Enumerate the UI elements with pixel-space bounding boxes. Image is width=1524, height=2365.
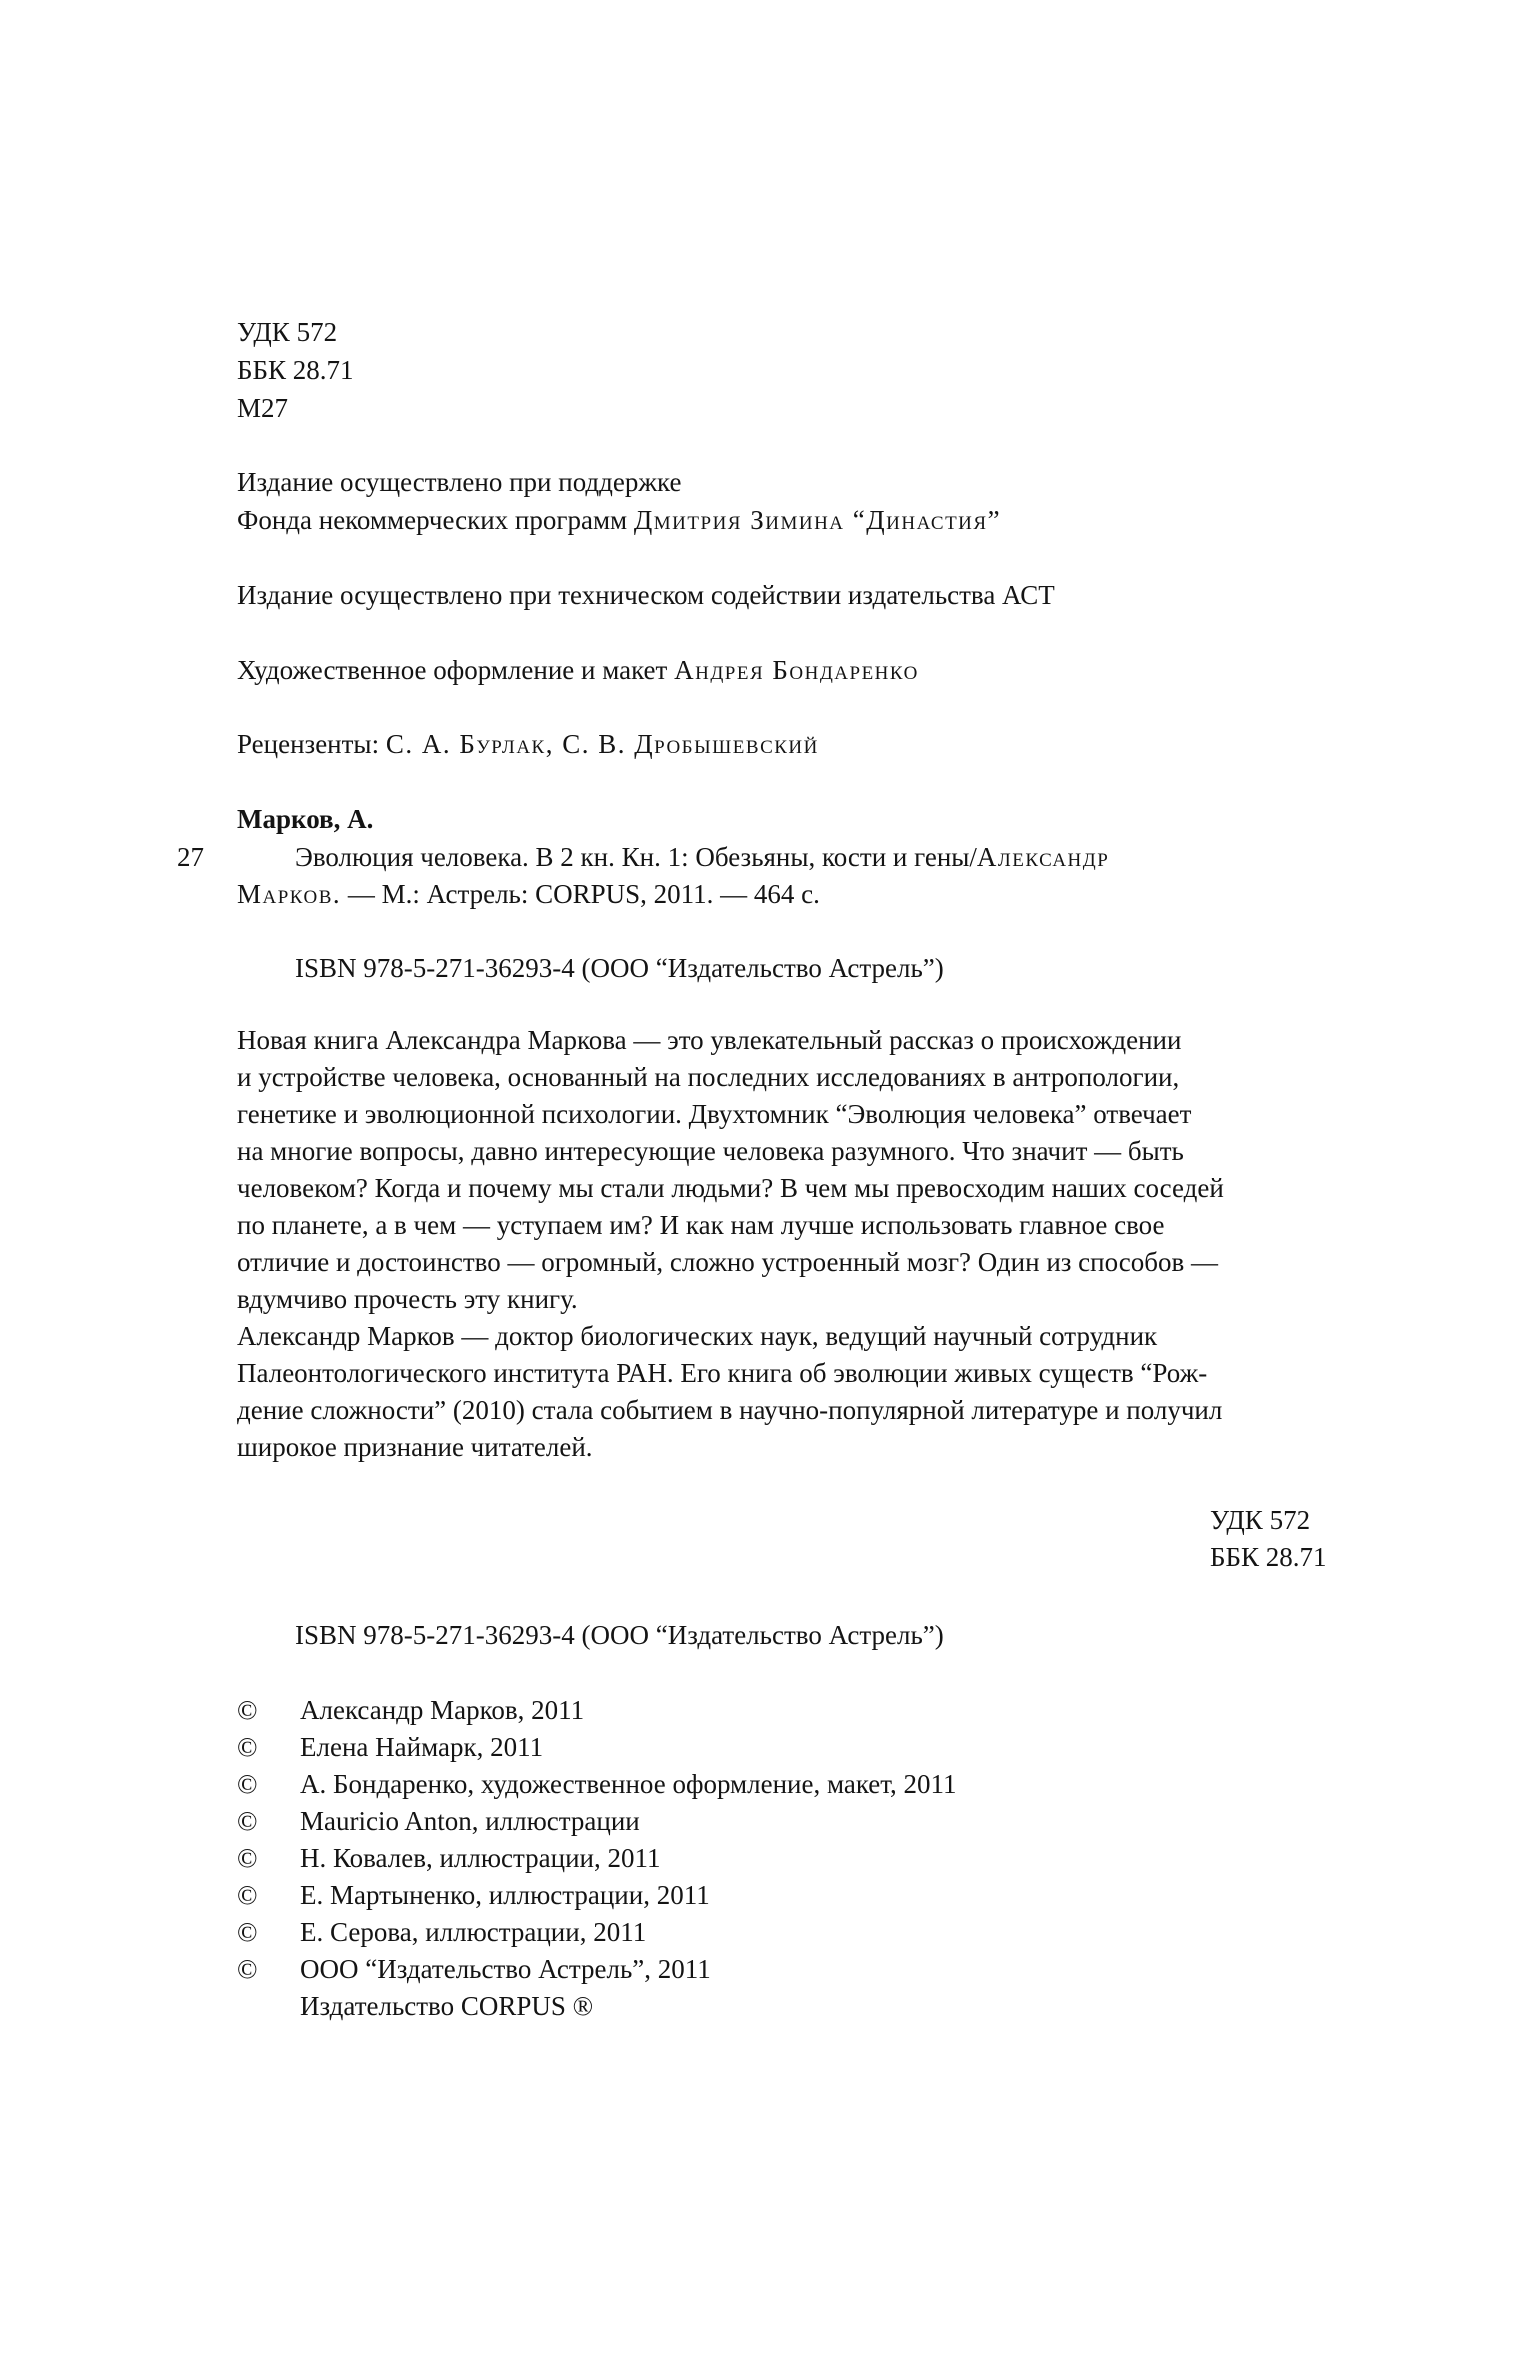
design-credit-text: Художественное оформление и макет — [237, 655, 668, 685]
copyright-row — [237, 1766, 957, 1803]
annotation-line: человеком? Когда и почему мы стали людьми? В чем мы превосходим наших соседей — [237, 1173, 1224, 1203]
designer-name: Андрея Бондаренко — [674, 655, 919, 685]
copyright-symbol: © — [237, 1843, 258, 1873]
copyright-list — [237, 1692, 957, 2025]
copyright-text: Е. Серова, иллюстрации, 2011 — [300, 1917, 647, 1947]
bib-author-first: Александр — [976, 842, 1110, 872]
udk-code: УДК 572 — [237, 317, 338, 347]
annotation-line: по планете, а в чем — уступаем им? И как нам лучше использовать главное свое — [237, 1210, 1165, 1240]
publisher-imprint: Издательство CORPUS ® — [300, 1991, 594, 2021]
copyright-symbol: © — [237, 1880, 258, 1910]
copyright-text: Е. Мартыненко, иллюстрации, 2011 — [300, 1880, 710, 1910]
bib-author-last: Марков. — [237, 879, 342, 909]
annotation-line: вдумчиво прочесть эту книгу. — [237, 1284, 578, 1314]
support-line-1: Издание осуществлено при поддержке — [237, 467, 682, 497]
reviewers-line — [237, 726, 819, 762]
copyright-row — [237, 1877, 957, 1914]
copyright-row — [237, 1803, 957, 1840]
technical-support-line: Издание осуществлено при техническом содействии издательства АСТ — [237, 580, 1055, 610]
design-credit-line — [237, 652, 919, 688]
annotation — [237, 1022, 1337, 1466]
bib-publication-info: — М.: Астрель: CORPUS, 2011. — 464 с. — [347, 879, 820, 909]
copyright-symbol: © — [237, 1954, 258, 1984]
bib-line-2 — [237, 876, 820, 912]
bib-title-text: Эволюция человека. В 2 кн. Кн. 1: Обезьяны, кости и гены/ — [295, 842, 977, 872]
bbk-code-right: ББК 28.71 — [1210, 1542, 1327, 1572]
annotation-line: и устройстве человека, основанный на последних исследованиях в антропологии, — [237, 1062, 1180, 1092]
annotation-line: Новая книга Александра Маркова — это увлекательный рассказ о происхождении — [237, 1025, 1182, 1055]
copyright-text: А. Бондаренко, художественное оформление, макет, 2011 — [300, 1769, 957, 1799]
copyright-symbol: © — [237, 1732, 258, 1762]
support-fund-text: Фонда некоммерческих программ — [237, 505, 628, 535]
copyright-text: Mauricio Anton, иллюстрации — [300, 1806, 640, 1836]
copyright-symbol: © — [237, 1769, 258, 1799]
copyright-text: Елена Наймарк, 2011 — [300, 1732, 544, 1762]
copyright-row — [237, 1914, 957, 1951]
isbn-bottom: ISBN 978-5-271-36293-4 (ООО “Издательство Астрель”) — [295, 1620, 944, 1650]
bib-line-1 — [295, 839, 1109, 875]
support-line-2 — [237, 502, 1001, 538]
copyright-row — [237, 1840, 957, 1877]
imprint-row — [237, 1988, 957, 2025]
annotation-line: Палеонтологического института РАН. Его книга об эволюции живых существ “Рож- — [237, 1358, 1208, 1388]
copyright-symbol: © — [237, 1917, 258, 1947]
classification-codes — [237, 313, 354, 427]
annotation-line: генетике и эволюционной психологии. Двухтомник “Эволюция человека” отвечает — [237, 1099, 1192, 1129]
annotation-line: отличие и достоинство — огромный, сложно устроенный мозг? Один из способов — — [237, 1247, 1219, 1277]
annotation-line: широкое признание читателей. — [237, 1432, 593, 1462]
support-fund-name: Дмитрия Зимина “Династия” — [633, 505, 1002, 535]
copyright-row — [237, 1729, 957, 1766]
annotation-line: дение сложности” (2010) стала событием в научно-популярной литературе и получил — [237, 1395, 1223, 1425]
copyright-row — [237, 1951, 957, 1988]
copyright-symbol: © — [237, 1806, 258, 1836]
reviewers-names: С. А. Бурлак, С. В. Дробышевский — [385, 729, 819, 759]
copyright-text: Александр Марков, 2011 — [300, 1695, 585, 1725]
author-mark: М27 — [237, 393, 289, 423]
copyright-text: ООО “Издательство Астрель”, 2011 — [300, 1954, 711, 1984]
classification-codes-right — [1210, 1502, 1327, 1576]
bbk-code: ББК 28.71 — [237, 355, 354, 385]
bib-heading: Марков, А. — [237, 804, 374, 834]
isbn-top: ISBN 978-5-271-36293-4 (ООО “Издательство Астрель”) — [295, 953, 944, 983]
annotation-line: Александр Марков — доктор биологических наук, ведущий научный сотрудник — [237, 1321, 1158, 1351]
copyright-row — [237, 1692, 957, 1729]
reviewers-label: Рецензенты: — [237, 729, 380, 759]
bib-margin-mark: 27 — [177, 842, 204, 872]
imprint-spacer — [237, 1988, 300, 2025]
udk-code-right: УДК 572 — [1210, 1505, 1311, 1535]
copyright-symbol: © — [237, 1695, 258, 1725]
annotation-line: на многие вопросы, давно интересующие человека разумного. Что значит — быть — [237, 1136, 1184, 1166]
copyright-text: Н. Ковалев, иллюстрации, 2011 — [300, 1843, 661, 1873]
